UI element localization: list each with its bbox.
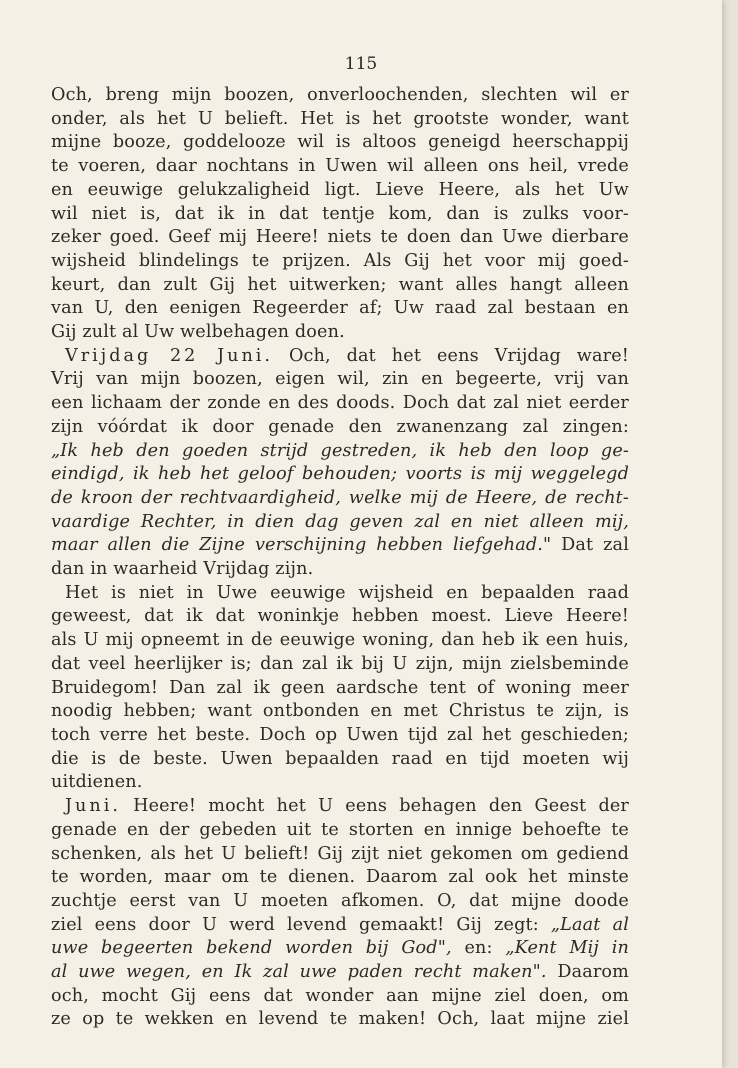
text-line: zeker goed. Geef mij Heere! niets te doen dan Uwe dierbare <box>51 227 629 248</box>
text-line: wijsheid blindelings te prijzen. Als Gij het voor mij goed- <box>51 250 629 271</box>
diary-date: Vrijdag 22 Juni. <box>65 345 274 366</box>
quote-line: „Ik heb den goeden strijd gestreden, ik heb den loop ge- <box>51 440 629 461</box>
text-line: zijn vóórdat ik door genade den zwanenzang zal zingen: <box>51 416 629 437</box>
quote-run: „Kent Mij in <box>505 938 630 959</box>
text-line: te voeren, daar nochtans in Uwen wil alleen ons heil, vrede <box>51 156 629 177</box>
text-line: ze op te wekken en levend te maken! Och, laat mijne ziel <box>51 1009 629 1030</box>
text-line: zuchtje eerst van U moeten afkomen. O, dat mijne doode <box>51 890 629 911</box>
text-line: dan in waarheid Vrijdag zijn. <box>51 559 314 580</box>
text-line: en eeuwige gelukzaligheid ligt. Lieve Heere, als het Uw <box>51 179 629 200</box>
text-line: noodig hebben; want ontbonden en met Christus te zijn, is <box>51 701 629 722</box>
quote-run: uwe begeerten bekend worden bij God", <box>51 938 452 959</box>
text-line: mijne booze, goddelooze wil is altoos geneigd heerschappij <box>51 132 629 153</box>
text-run: Heere! mocht het U eens behagen den Geest der <box>133 796 629 817</box>
quote-run: maar allen die Zijne verschijning hebben liefgehad." <box>51 535 552 556</box>
quote-line: eindigd, ik heb het geloof behouden; voorts is mij weggelegd <box>51 464 629 485</box>
text-run: Daarom <box>557 962 629 983</box>
quote-line: de kroon der rechtvaardigheid, welke mij de Heere, de recht- <box>51 487 629 508</box>
text-line: Gij zult al Uw welbehagen doen. <box>51 322 345 343</box>
text-line: och, mocht Gij eens dat wonder aan mijne ziel doen, om <box>51 985 629 1006</box>
text-run: Dat zal <box>561 535 629 556</box>
text-line <box>51 534 629 558</box>
text-line: Bruidegom! Dan zal ik geen aardsche tent of woning meer <box>51 677 629 698</box>
text-line: Och, breng mijn boozen, onverloochenden, slechten wil er <box>51 85 629 105</box>
text-line: keurt, dan zult Gij het uitwerken; want alles hangt alleen <box>51 274 629 295</box>
text-line <box>51 795 629 819</box>
text-line: als U mij opneemt in de eeuwige woning, dan heb ik een huis, <box>51 630 629 651</box>
text-line: wil niet is, dat ik in dat tentje kom, dan is zulks voor- <box>51 203 629 224</box>
text-line: toch verre het beste. Doch op Uwen tijd zal het geschieden; <box>51 724 629 745</box>
page-number: 115 <box>344 54 378 74</box>
diary-date: Juni. <box>65 796 121 817</box>
quote-run: „Laat al <box>550 914 630 935</box>
text-line <box>51 961 629 985</box>
text-line <box>51 937 629 961</box>
quote-run: al uwe wegen, en Ik zal uwe paden recht maken". <box>51 962 547 983</box>
body-text <box>51 84 629 1032</box>
text-line: van U, den eenigen Regeerder af; Uw raad zal bestaan en <box>51 298 629 319</box>
text-line: genade en der gebeden uit te storten en innige behoefte te <box>51 819 629 840</box>
text-line: onder, als het U belieft. Het is het grootste wonder, want <box>51 108 629 129</box>
text-line: een lichaam der zonde en des doods. Doch dat zal niet eerder <box>51 393 629 414</box>
text-line: te worden, maar om te dienen. Daarom zal ook het minste <box>51 867 629 888</box>
text-line: Het is niet in Uwe eeuwige wijsheid en bepaalden raad <box>65 582 629 603</box>
text-line: geweest, dat ik dat woninkje hebben moest. Lieve Heere! <box>51 606 629 627</box>
text-run: en: <box>464 938 493 959</box>
text-run: ziel eens door U werd levend gemaakt! Gij zegt: <box>51 914 539 935</box>
text-line: die is de beste. Uwen bepaalden raad en tijd moeten wij <box>51 748 629 769</box>
text-line <box>51 345 629 369</box>
text-line: schenken, als het U belieft! Gij zijt niet gekomen om gediend <box>51 843 629 864</box>
text-line: Vrij van mijn boozen, eigen wil, zin en begeerte, vrij van <box>51 369 629 390</box>
text-run: Och, dat het eens Vrijdag ware! <box>288 345 629 366</box>
text-line <box>51 914 629 938</box>
text-line: dat veel heerlijker is; dan zal ik bij U zijn, mijn zielsbeminde <box>51 653 629 674</box>
quote-line: vaardige Rechter, in dien dag geven zal en niet alleen mij, <box>51 511 629 532</box>
text-line: uitdienen. <box>51 772 143 793</box>
